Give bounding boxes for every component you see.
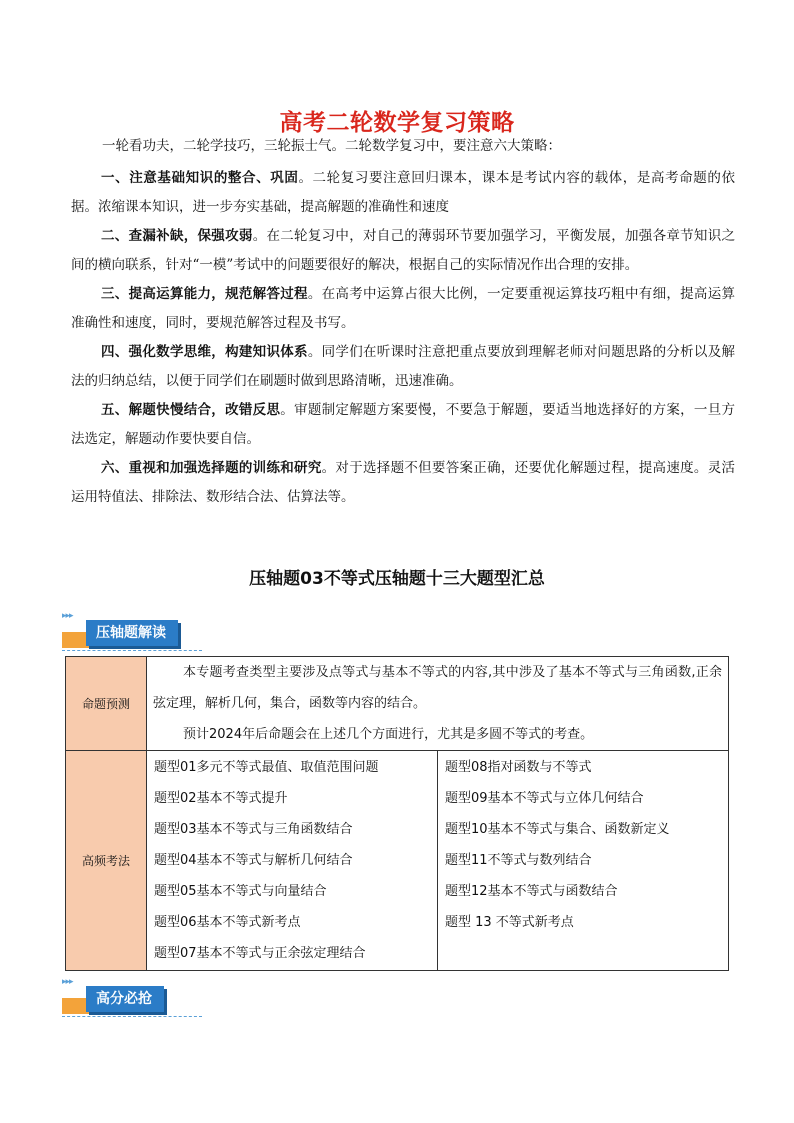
- prediction-content: [147, 657, 729, 751]
- list-item: 题型01多元不等式最值、取值范围问题: [154, 760, 379, 775]
- list-item: 题型 13 不等式新考点: [445, 915, 574, 930]
- types-grid: [147, 751, 728, 970]
- banner-label: 压轴题解读: [86, 620, 178, 646]
- strategy-text: 。审题制定解题方案要慢，不要急于解题，要适当地选择好的方案，一旦方法选定，解题动作要快要自信。: [71, 402, 736, 447]
- intro-paragraph: 一轮看功夫，二轮学技巧，三轮振士气。二轮数学复习中，要注意六大策略：: [102, 138, 561, 154]
- strategy-heading: 三、提高运算能力，规范解答过程: [101, 286, 308, 302]
- strategy-heading: 四、强化数学思维，构建知识体系: [101, 344, 308, 360]
- list-item: 题型03基本不等式与三角函数结合: [154, 822, 353, 837]
- strategy-text: 。同学们在听课时注意把重点要放到理解老师对问题思路的分析以及解法的归纳总结，以便于同学们在刷题时做到思路清晰，迅速准确。: [71, 344, 736, 389]
- strategy-text: 。在高考中运算占很大比例，一定要重视运算技巧粗中有细，提高运算准确性和速度，同时，要规范解答过程及书写。: [71, 286, 736, 331]
- types-cell: [147, 751, 729, 971]
- prediction-paragraph: 预计2024年后命题会在上述几个方面进行，尤其是多圆不等式的考查。: [183, 727, 594, 742]
- table-row: [66, 657, 729, 751]
- strategy-text: 。对于选择题不但要答案正确，还要优化解题过程，提高速度。灵活运用特值法、排除法、数形结合法、估算法等。: [71, 460, 736, 505]
- strategy-paragraph: [71, 454, 735, 512]
- strategy-heading: 一、注意基础知识的整合、巩固: [101, 170, 299, 186]
- topic-table: [65, 656, 729, 971]
- list-item: 题型10基本不等式与集合、函数新定义: [445, 822, 670, 837]
- prediction-paragraph: 本专题考查类型主要涉及点等式与基本不等式的内容,其中涉及了基本不等式与三角函数,正余弦定理，解析几何，集合，函数等内容的结合。: [153, 665, 722, 711]
- list-item: 题型12基本不等式与函数结合: [445, 884, 618, 899]
- arrow-dots-icon: ▸▸▸: [62, 977, 73, 987]
- row-label-frequent: 高频考法: [66, 751, 147, 971]
- section-title: 压轴题03不等式压轴题十三大题型汇总: [249, 569, 545, 589]
- banner-divider: [62, 1016, 202, 1017]
- strategy-list: [71, 164, 735, 512]
- page-title: 高考二轮数学复习策略: [279, 110, 515, 136]
- list-item: 题型04基本不等式与解析几何结合: [154, 853, 353, 868]
- strategy-heading: 二、查漏补缺，保强攻弱: [101, 228, 253, 244]
- strategy-heading: 六、重视和加强选择题的训练和研究: [101, 460, 322, 476]
- section-banner-must-score: [62, 978, 202, 1018]
- table-row: [66, 751, 729, 971]
- arrow-dots-icon: ▸▸▸: [62, 611, 73, 621]
- strategy-paragraph: [71, 338, 735, 396]
- strategy-paragraph: [71, 280, 735, 338]
- list-item: 题型11不等式与数列结合: [445, 853, 592, 868]
- list-item: 题型02基本不等式提升: [154, 791, 288, 806]
- banner-label: 高分必抢: [86, 986, 164, 1012]
- row-label-prediction: 命题预测: [66, 657, 147, 751]
- banner-divider: [62, 650, 202, 651]
- types-right-column: [438, 751, 729, 970]
- section-banner-interpretation: [62, 612, 202, 652]
- strategy-paragraph: [71, 396, 735, 454]
- strategy-text: 。二轮复习要注意回归课本，课本是考试内容的载体，是高考命题的依据。浓缩课本知识，进一步夯实基础，提高解题的准确性和速度: [71, 170, 736, 215]
- types-left-column: [147, 751, 438, 970]
- list-item: 题型07基本不等式与正余弦定理结合: [154, 946, 366, 961]
- list-item: 题型08指对函数与不等式: [445, 760, 592, 775]
- strategy-heading: 五、解题快慢结合，改错反思: [101, 402, 281, 418]
- list-item: 题型09基本不等式与立体几何结合: [445, 791, 644, 806]
- strategy-paragraph: [71, 164, 735, 222]
- list-item: 题型06基本不等式新考点: [154, 915, 301, 930]
- list-item: 题型05基本不等式与向量结合: [154, 884, 327, 899]
- strategy-text: 。在二轮复习中，对自己的薄弱环节要加强学习，平衡发展，加强各章节知识之间的横向联系，针对“一模”考试中的问题要很好的解决，根据自己的实际情况作出合理的安排。: [71, 228, 736, 273]
- strategy-paragraph: [71, 222, 735, 280]
